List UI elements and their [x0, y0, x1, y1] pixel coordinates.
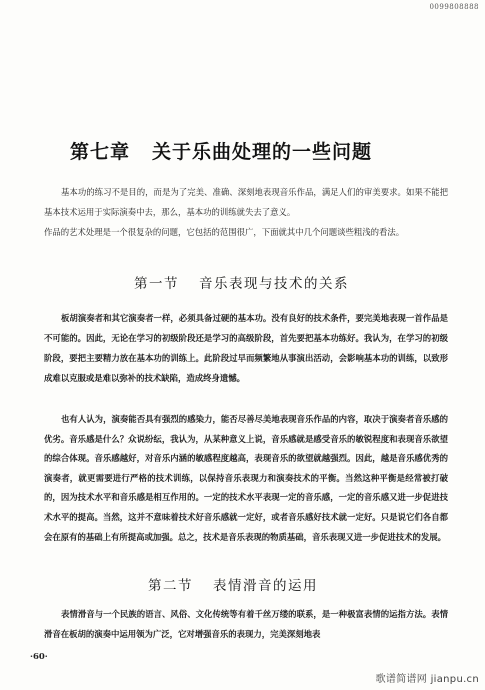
intro-paragraph-2: 作品的艺术处理是一个很复杂的问题，它包括的范围很广，下面就其中几个问题谈些粗浅的看法。 — [44, 227, 405, 237]
section-1-heading: 音乐表现与技术的关系 — [199, 276, 349, 292]
chapter-heading: 关于乐曲处理的一些问题 — [152, 141, 373, 163]
section-1-title — [134, 272, 349, 292]
intro-paragraph-1: 基本功的练习不是目的，而是为了完美、准确、深刻地表现音乐作品，满足人们的审美要求。如果不能把基本技术运用于实际演奏中去，那么，基本功的训练就失去了意义。 — [44, 187, 448, 217]
chapter-title — [70, 137, 430, 164]
section-2-heading: 表情滑音的运用 — [213, 578, 318, 594]
section-2-paragraph-1: 表情滑音与一个民族的语言、风俗、文化传统等有着千丝万缕的联系，是一种极富表情的运指方法。表情滑音在板胡的演奏中运用领为广泛，它对增强音乐的表现力，完美深刻地表 — [44, 609, 448, 639]
page-number: ·60· — [30, 652, 48, 662]
section-2-title — [148, 574, 318, 594]
chapter-number: 第七章 — [70, 141, 131, 163]
section-1-paragraph-1: 板胡演奏者和其它演奏者一样，必须具备过硬的基本功。没有良好的技术条件，要完美地表现一首作品是不可能的。因此，无论在学习的初级阶段还是学习的高级阶段，首先要把基本功练好。我认为，在学习的初级阶段，要把主要精力放在基本功的训练上。此阶段过早而频繁地从事演出活动，会影响基本功的训练，以致形成难以克服或是难以弥补的技术缺陷，造成终身遗憾。 — [44, 313, 448, 383]
section-2-number: 第二节 — [148, 578, 193, 594]
section-1-number: 第一节 — [134, 276, 179, 292]
site-watermark: 歌谱简谱网 jianpu.cn — [375, 674, 479, 685]
section-1-paragraph-2: 也有人认为，演奏能否具有强烈的感染力，能否尽善尽美地表现音乐作品的内容，取决于演奏者音乐感的优劣。音乐感是什么？众说纷纭，我认为，从某种意义上说，音乐感就是感受音乐的敏锐程度和表现音乐欲望的综合体现。音乐感越好，对音乐内涵的敏感程度越高，表现音乐的欲望就越强烈。因此，越是音乐感优秀的演奏者，就更需要进行严格的技术训练，以保持音乐表现力和演奏技术的平衡。当然这种平衡是经常被打破的，因为技术水平和音乐感是相互作用的。一定的技术水平表现一定的音乐感，一定的音乐感又进一步促进技术水平的提高。当然，这并不意味着技术好音乐感就一定好，或者音乐感好技术就一定好。只是说它们各自都会在原有的基础上有所提高或加强。总之，技术是音乐表现的物质基础，音乐表现又进一步促进技术的发展。 — [44, 414, 448, 542]
corner-mark: 0099808888 — [429, 3, 479, 11]
